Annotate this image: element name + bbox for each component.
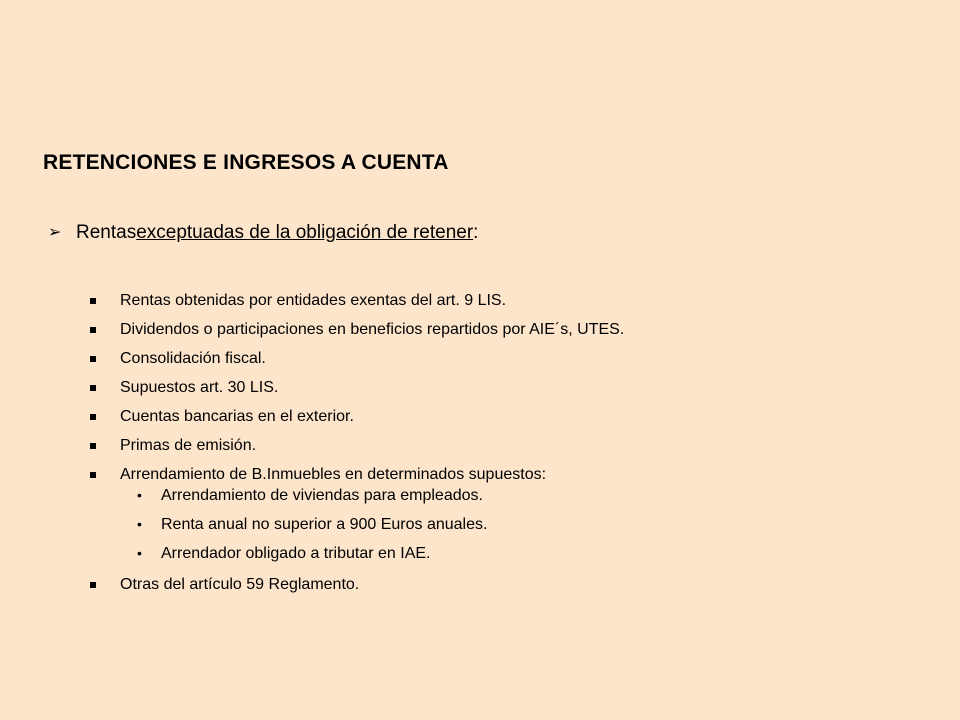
list-item: Consolidación fiscal. — [90, 344, 624, 373]
lead-bullet — [48, 222, 478, 244]
sublist-item: • Arrendamiento de viviendas para empleados. — [137, 481, 487, 510]
arrendamiento-sublist — [137, 481, 487, 568]
square-bullet-icon — [90, 414, 96, 420]
exception-list-continued — [90, 570, 359, 599]
dot-bullet-icon: • — [137, 487, 142, 503]
lead-underlined-text: exceptuadas de la obligación de retener — [136, 222, 474, 243]
list-item: Rentas obtenidas por entidades exentas del art. 9 LIS. — [90, 286, 624, 315]
list-item: Dividendos o participaciones en beneficios repartidos por AIE´s, UTES. — [90, 315, 624, 344]
lead-prefix: Rentas — [76, 222, 137, 243]
exception-list — [90, 286, 624, 489]
square-bullet-icon — [90, 582, 96, 588]
square-bullet-icon — [90, 327, 96, 333]
list-item: Otras del artículo 59 Reglamento. — [90, 570, 359, 599]
list-item: Cuentas bancarias en el exterior. — [90, 402, 624, 431]
list-item: Arrendamiento de B.Inmuebles en determinados supuestos: — [90, 460, 624, 489]
square-bullet-icon — [90, 298, 96, 304]
sublist-item: • Arrendador obligado a tributar en IAE. — [137, 539, 487, 568]
list-item: Primas de emisión. — [90, 431, 624, 460]
list-item: Supuestos art. 30 LIS. — [90, 373, 624, 402]
square-bullet-icon — [90, 385, 96, 391]
square-bullet-icon — [90, 472, 96, 478]
dot-bullet-icon: • — [137, 516, 142, 532]
lead-suffix: : — [473, 222, 479, 243]
sublist-item: • Renta anual no superior a 900 Euros anuales. — [137, 510, 487, 539]
square-bullet-icon — [90, 356, 96, 362]
arrow-bullet-icon: ➢ — [48, 224, 62, 241]
dot-bullet-icon: • — [137, 545, 142, 561]
square-bullet-icon — [90, 443, 96, 449]
slide-title: RETENCIONES E INGRESOS A CUENTA — [43, 151, 449, 174]
